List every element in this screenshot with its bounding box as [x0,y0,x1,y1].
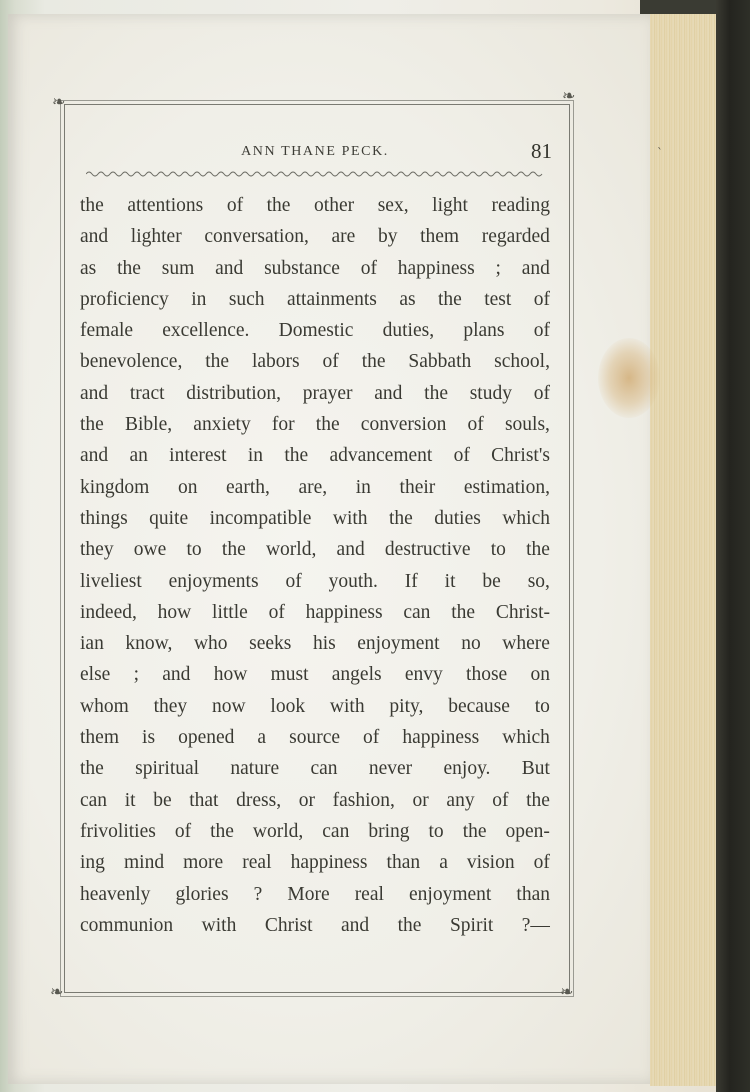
running-title: ANN THANE PECK. [241,144,389,159]
text-line: the attentions of the other sex, light reading [80,195,550,216]
page-number: 81 [531,139,552,163]
corner-ornament-top-left-icon: ❧ [52,92,66,111]
text-line: communion with Christ and the Spirit ?— [80,914,550,936]
text-line: female excellence. Domestic duties, plans of [80,320,550,342]
text-line: can it be that dress, or fashion, or any of the [80,789,550,811]
text-line: liveliest enjoyments of youth. If it be so, [80,570,550,592]
text-line: and an interest in the advancement of Christ's [80,445,550,467]
text-line: them is opened a source of happiness which [80,727,550,749]
text-line: and tract distribution, prayer and the study of [80,382,550,404]
body-text [80,190,550,941]
book-cover [716,0,750,1092]
text-line: things quite incompatible with the duties which [80,507,550,529]
text-line: the Bible, anxiety for the conversion of souls, [80,414,550,436]
corner-ornament-bottom-right-icon: ❧ [560,982,574,1001]
text-line: indeed, how little of happiness can the Christ- [80,601,550,623]
text-line: heavenly glories ? More real enjoyment than [80,883,550,905]
page-edges [650,14,722,1086]
text-line: frivolities of the world, can bring to the open- [80,820,550,842]
text-line: benevolence, the labors of the Sabbath school, [80,351,550,373]
text-line: and lighter conversation, are by them regarded [80,226,550,248]
wavy-rule [86,168,546,180]
text-line: whom they now look with pity, because to [80,695,550,717]
corner-ornament-bottom-left-icon: ❧ [50,982,64,1001]
foxing-stain [598,338,660,418]
text-line: proficiency in such attainments as the test of [80,288,550,310]
text-line: the spiritual nature can never enjoy. But [80,758,550,780]
text-line: they owe to the world, and destructive to the [80,539,550,561]
corner-ornament-top-right-icon: ❧ [562,86,576,105]
text-line: ian know, who seeks his enjoyment no where [80,633,550,655]
text-line: ing mind more real happiness than a vision of [80,852,550,874]
margin-mark: ` [657,146,663,160]
text-line: kingdom on earth, are, in their estimation, [80,476,550,498]
text-line: else ; and how must angels envy those on [80,664,550,686]
text-line: as the sum and substance of happiness ; and [80,257,550,279]
